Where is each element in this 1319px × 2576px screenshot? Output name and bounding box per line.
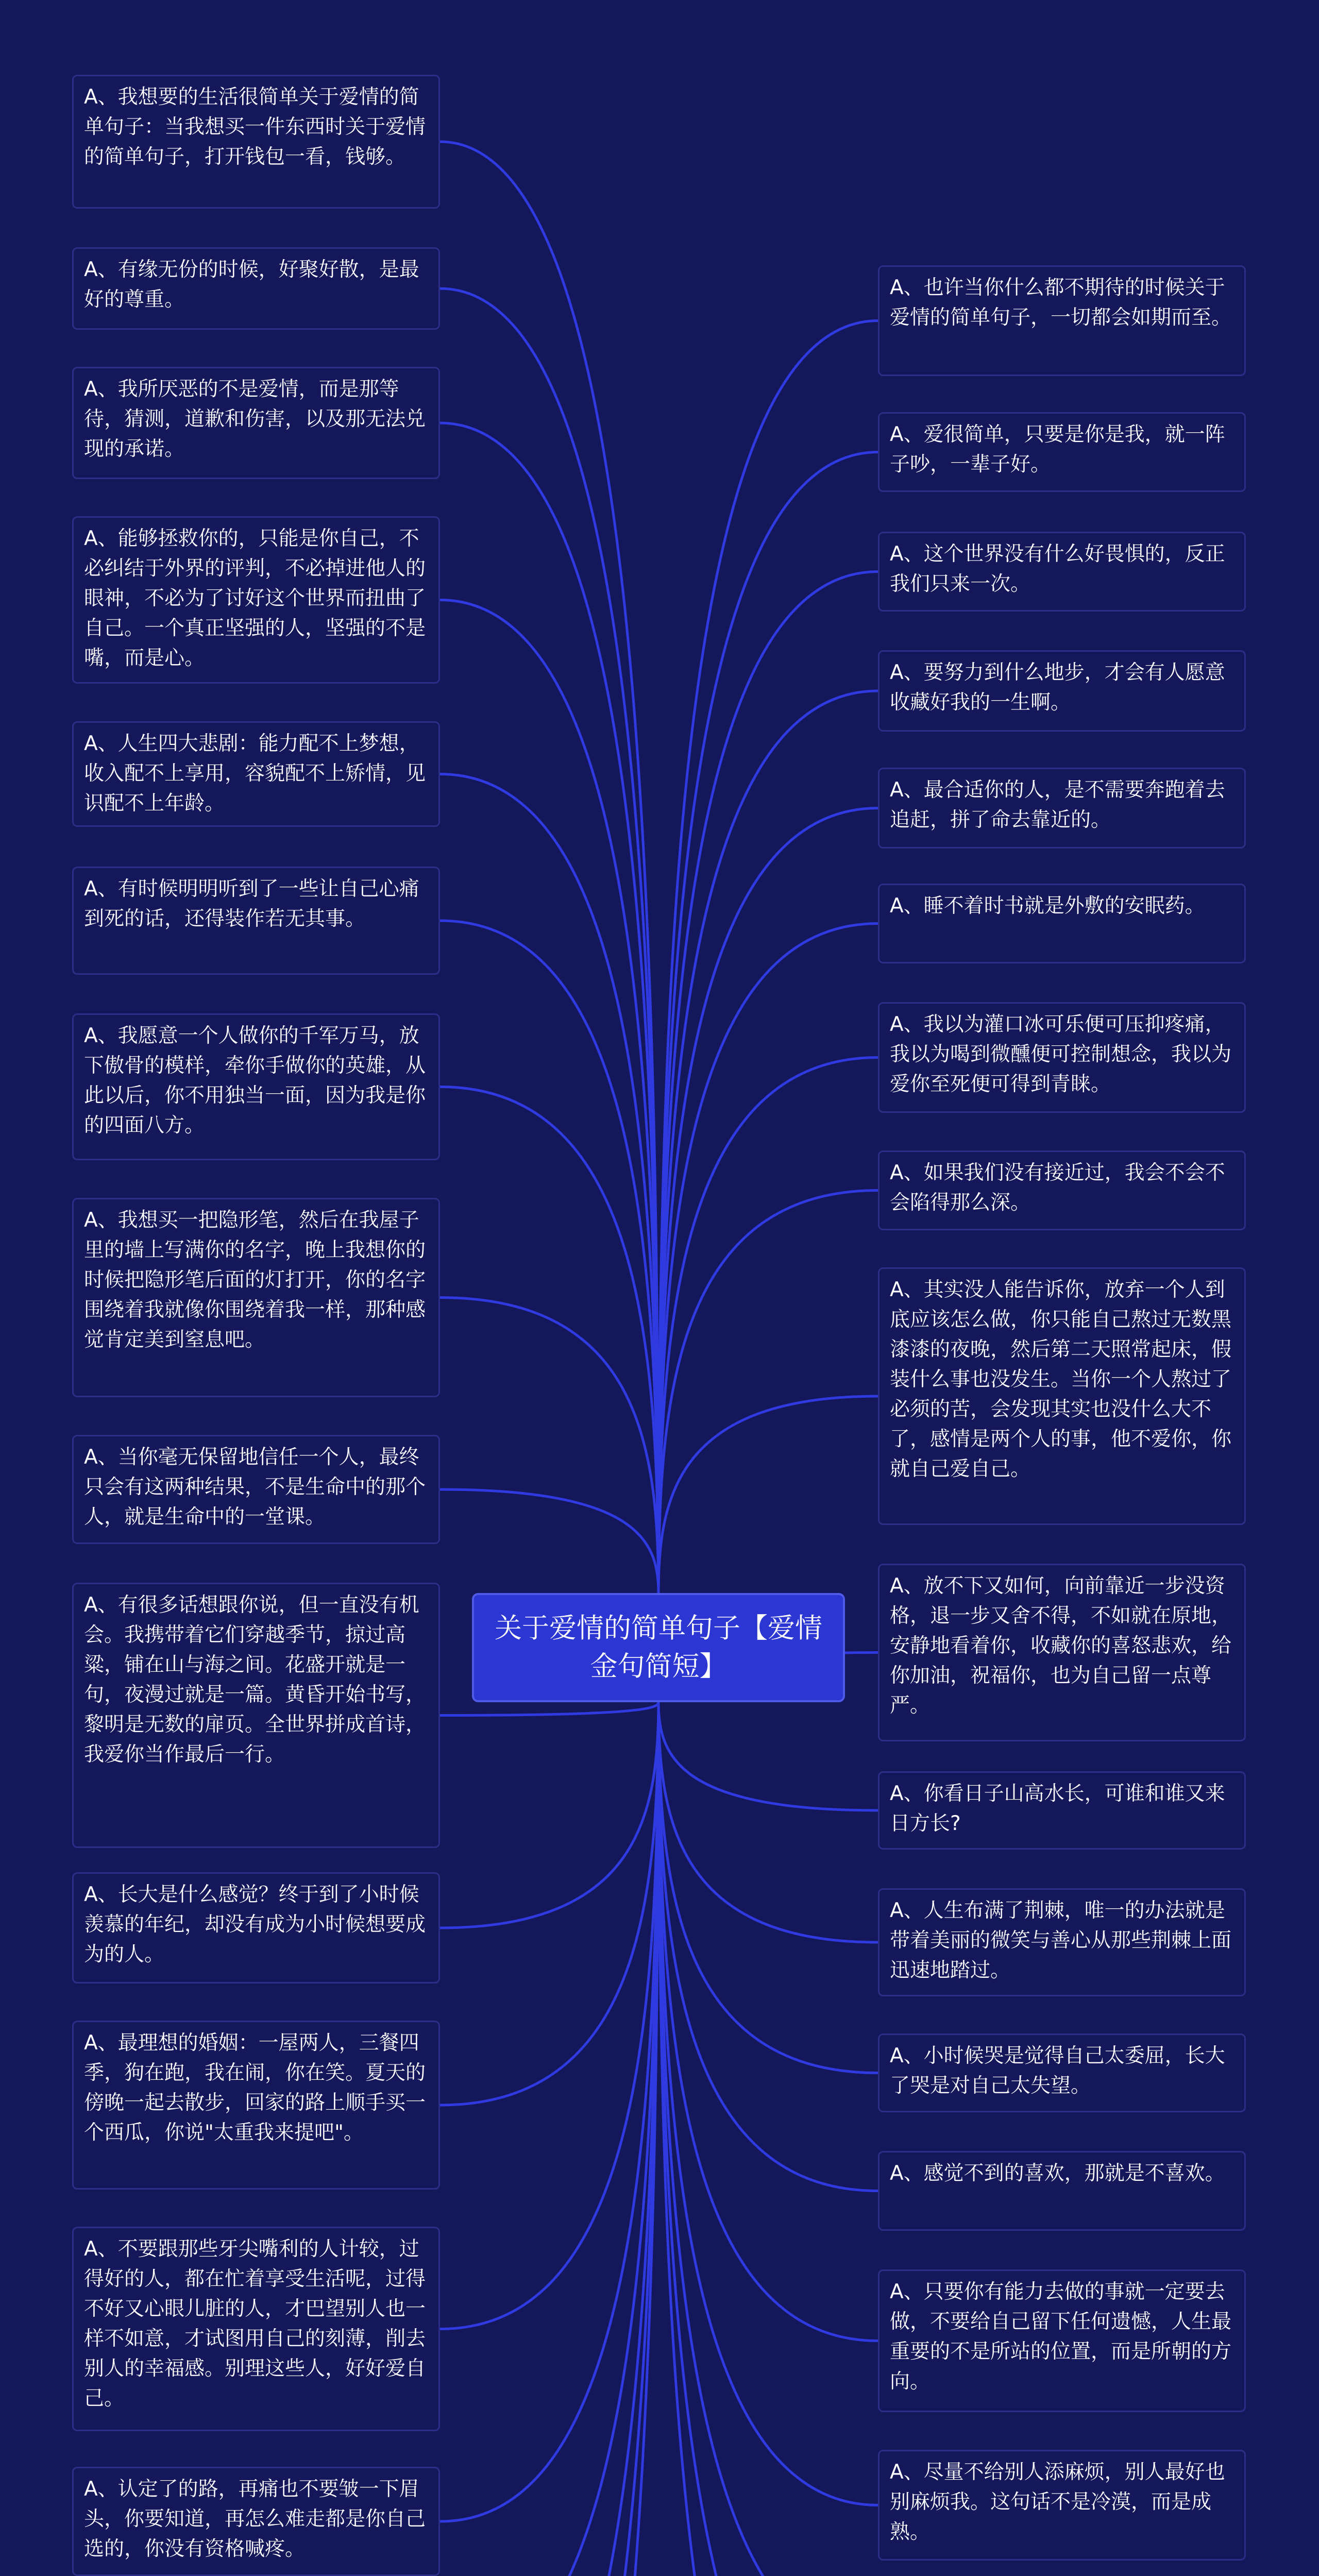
right-branch-node[interactable] — [878, 768, 1246, 849]
left-branch-node[interactable] — [72, 2467, 440, 2576]
right-branch-node[interactable] — [878, 2269, 1246, 2412]
left-branch-node-text: A、最理想的婚姻：一屋两人，三餐四季，狗在跑，我在闹，你在笑。夏天的傍晚一起去散步，回家的路上顺手买一个西瓜，你说"太重我来提吧"。 — [84, 2031, 426, 2144]
left-branch-node-text: A、我所厌恶的不是爱情，而是那等待，猜测，道歉和伤害，以及那无法兑现的承诺。 — [84, 378, 426, 461]
left-branch-node[interactable] — [72, 721, 440, 827]
left-connector-line — [440, 1702, 658, 1716]
left-connector-line — [440, 1702, 658, 2576]
right-connector-line — [658, 452, 878, 1594]
left-branch-node[interactable] — [72, 247, 440, 330]
right-branch-node-text: A、也许当你什么都不期待的时候关于爱情的简单句子，一切都会如期而至。 — [890, 276, 1232, 329]
right-branch-node[interactable] — [878, 412, 1246, 492]
right-branch-node-text: A、我以为灌口冰可乐便可压抑疼痛，我以为喝到微醺便可控制想念，我以为爱你至死便可得到青睐。 — [890, 1013, 1232, 1096]
right-connector-line — [658, 572, 878, 1594]
right-branch-node-text: A、人生布满了荆棘，唯一的办法就是带着美丽的微笑与善心从那些荆棘上面迅速地踏过。 — [890, 1899, 1232, 1982]
left-branch-node[interactable] — [72, 1198, 440, 1397]
left-branch-node-text: A、人生四大悲剧：能力配不上梦想，收入配不上享用，容貌配不上矫情，见识配不上年龄。 — [84, 732, 426, 815]
right-branch-node[interactable] — [878, 884, 1246, 963]
right-connector-line — [658, 1702, 878, 2505]
left-branch-node-text: A、我想买一把隐形笔，然后在我屋子里的墙上写满你的名字，晚上我想你的时候把隐形笔后面的灯打开，你的名字围绕着我就像你围绕着我一样，那种感觉肯定美到窒息吧。 — [84, 1209, 426, 1351]
left-branch-node-text: A、能够拯救你的，只能是你自己，不必纠结于外界的评判，不必掉进他人的眼神，不必为了讨好这个世界而扭曲了自己。一个真正坚强的人，坚强的不是嘴，而是心。 — [84, 527, 426, 670]
right-branch-node-text: A、如果我们没有接近过，我会不会不会陷得那么深。 — [890, 1161, 1225, 1214]
left-branch-node[interactable] — [72, 1013, 440, 1160]
left-connector-line — [440, 1702, 658, 2329]
central-topic-title: 关于爱情的简单句子【爱情金句简短】 — [495, 1613, 822, 1682]
left-branch-node[interactable] — [72, 516, 440, 684]
right-branch-node-text: A、尽量不给别人添麻烦，别人最好也别麻烦我。这句话不是冷漠，而是成熟。 — [890, 2461, 1225, 2544]
right-branch-node-text: A、其实没人能告诉你，放弃一个人到底应该怎么做，你只能自己熬过无数黑漆漆的夜晚，然后第二天照常起床，假装什么事也没发生。当你一个人熬过了必须的苦，会发现其实也没什么大不了，感情是两个人的事，他不爱你，你就自己爱自己。 — [890, 1278, 1232, 1481]
left-branch-node-text: A、有时候明明听到了一些让自己心痛到死的话，还得装作若无其事。 — [84, 877, 419, 930]
left-connector-line — [440, 600, 658, 1594]
right-connector-line — [658, 1702, 878, 2073]
left-connector-line — [440, 1702, 658, 2521]
right-branch-node[interactable] — [878, 1888, 1246, 1996]
right-branch-node[interactable] — [878, 1150, 1246, 1230]
left-connector-line — [440, 1489, 658, 1593]
right-branch-node[interactable] — [878, 532, 1246, 612]
left-connector-line — [440, 774, 658, 1594]
right-connector-line — [658, 1396, 878, 1593]
left-connector-line — [440, 1087, 658, 1594]
left-branch-node[interactable] — [72, 1872, 440, 1984]
right-branch-node-text: A、要努力到什么地步，才会有人愿意收藏好我的一生啊。 — [890, 661, 1225, 714]
left-connector-line — [440, 1298, 658, 1594]
left-branch-node-text: A、我想要的生活很简单关于爱情的简单句子：当我想买一件东西时关于爱情的简单句子，打开钱包一看，钱够。 — [84, 86, 426, 168]
right-branch-node-text: A、小时候哭是觉得自己太委屈，长大了哭是对自己太失望。 — [890, 2044, 1225, 2097]
left-branch-node-text: A、有很多话想跟你说，但一直没有机会。我携带着它们穿越季节，掠过高粱，铺在山与海之间。花盛开就是一句，夜漫过就是一篇。黄昏开始书写，黎明是无数的扉页。全世界拼成首诗，我爱你当作最后一行。 — [84, 1594, 426, 1766]
right-branch-node-text: A、你看日子山高水长，可谁和谁又来日方长? — [890, 1782, 1225, 1835]
left-branch-node[interactable] — [72, 867, 440, 975]
right-connector-line — [658, 1702, 878, 1942]
left-connector-line — [440, 142, 658, 1593]
right-branch-node[interactable] — [878, 1002, 1246, 1113]
right-branch-node[interactable] — [878, 1267, 1246, 1525]
right-branch-node-text: A、只要你有能力去做的事就一定要去做，不要给自己留下任何遗憾，人生最重要的不是所站的位置，而是所朝的方向。 — [890, 2280, 1232, 2393]
right-branch-node-text: A、最合适你的人，是不需要奔跑着去追赶，拼了命去靠近的。 — [890, 778, 1225, 832]
right-connector-line — [658, 321, 878, 1594]
left-branch-node-text: A、不要跟那些牙尖嘴利的人计较，过得好的人，都在忙着享受生活呢，过得不好又心眼儿脏的人，才巴望别人也一样不如意，才试图用自己的刻薄，削去别人的幸福感。别理这些人，好好爱自己。 — [84, 2238, 426, 2410]
left-connector-line — [440, 423, 658, 1593]
left-connector-line — [440, 1702, 658, 2576]
right-connector-line — [658, 1191, 878, 1594]
right-branch-node[interactable] — [878, 2450, 1246, 2561]
left-connector-line — [440, 289, 658, 1593]
right-connector-line — [658, 924, 878, 1594]
left-branch-node-text: A、当你毫无保留地信任一个人，最终只会有这两种结果，不是生命中的那个人，就是生命中的一堂课。 — [84, 1446, 426, 1529]
right-connector-line — [658, 1702, 878, 1810]
left-branch-node[interactable] — [72, 1435, 440, 1544]
central-topic-node[interactable] — [472, 1593, 845, 1702]
right-branch-node[interactable] — [878, 2033, 1246, 2112]
right-branch-node-text: A、感觉不到的喜欢，那就是不喜欢。 — [890, 2162, 1225, 2185]
right-branch-node[interactable] — [878, 265, 1246, 376]
left-branch-node-text: A、长大是什么感觉？终于到了小时候羡慕的年纪，却没有成为小时候想要成为的人。 — [84, 1883, 426, 1966]
left-connector-line — [440, 1702, 658, 1928]
left-branch-node-text: A、有缘无份的时候，好聚好散，是最好的尊重。 — [84, 258, 419, 311]
left-branch-node-text: A、我愿意一个人做你的千军万马，放下傲骨的模样，牵你手做你的英雄，从此以后，你不用独当一面，因为我是你的四面八方。 — [84, 1024, 426, 1137]
right-branch-node-text: A、这个世界没有什么好畏惧的，反正我们只来一次。 — [890, 543, 1225, 596]
right-branch-node-text: A、爱很简单，只要是你是我，就一阵子吵，一辈子好。 — [890, 423, 1225, 476]
left-branch-node[interactable] — [72, 1583, 440, 1848]
right-connector-line — [658, 1702, 878, 2576]
right-branch-node[interactable] — [878, 1564, 1246, 1741]
left-branch-node[interactable] — [72, 75, 440, 209]
right-branch-node[interactable] — [878, 650, 1246, 732]
left-connector-line — [440, 1702, 658, 2105]
right-branch-node[interactable] — [878, 1771, 1246, 1850]
left-connector-line — [440, 1702, 658, 2576]
right-branch-node-text: A、睡不着时书就是外敷的安眠药。 — [890, 894, 1205, 918]
left-branch-node-text: A、认定了的路，再痛也不要皱一下眉头，你要知道，再怎么难走都是你自己选的，你没有资格喊疼。 — [84, 2478, 426, 2561]
right-branch-node[interactable] — [878, 2151, 1246, 2231]
left-branch-node[interactable] — [72, 2021, 440, 2190]
right-branch-node-text: A、放不下又如何，向前靠近一步没资格，退一步又舍不得，不如就在原地，安静地看着你，收藏你的喜怒悲欢，给你加油，祝福你，也为自己留一点尊严。 — [890, 1574, 1232, 1717]
left-connector-line — [440, 1702, 658, 2576]
left-branch-node[interactable] — [72, 2227, 440, 2431]
left-branch-node[interactable] — [72, 367, 440, 479]
